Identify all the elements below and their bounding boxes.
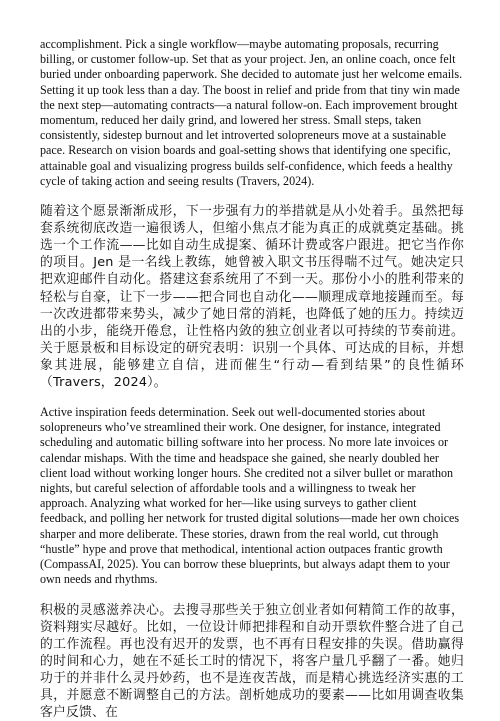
- paragraph-english-1: accomplishment. Pick a single workflow—maybe automating proposals, recurring billing, or customer follow-up. Set that as your project. Jen, an online coach, once felt buried under onboarding paperwork. She decided to automate just her welcome emails. Setting it up took less than a day. The boost in relief and pride from that tiny win made the next step—automating contracts—a natural follow-on. Each improvement brought momentum, reduced her daily grind, and lowered her stress. Small steps, taken consistently, sidestep burnout and let introverted solopreneurs move at a sustainable pace. Research on vision boards and goal-setting shows that identifying one specific, attainable goal and visualizing progress builds self-confidence, which feeds a healthy cycle of taking action and seeing results (Travers, 2024).: [40, 37, 464, 189]
- paragraph-english-2: Active inspiration feeds determination. Seek out well-documented stories about solopreneurs who’ve streamlined their work. One designer, for instance, integrated scheduling and automatic billing software into her process. No more late invoices or calendar mishaps. With the time and headspace she gained, she nearly doubled her client load without working longer hours. She credited not a silver bullet or marathon nights, but careful selection of affordable tools and a willingness to tweak her approach. Analyzing what worked for her—like using surveys to gather client feedback, and polling her network for trusted digital solutions—made her own choices sharper and more deliberate. These stories, drawn from the real world, cut through “hustle” hype and prove that methodical, intentional action outpaces frantic growth (CompassAI, 2025). You can borrow these blueprints, but always adapt them to your own needs and rhythms.: [40, 405, 464, 587]
- paragraph-chinese-2: 积极的灵感滋养决心。去搜寻那些关于独立创业者如何精简工作的故事，资料翔实尽越好。比如，一位设计师把排程和自动开票软件整合进了自己的工作流程。再也没有迟开的发票，也不再有日程安排的失误。借助赢得的时间和心力，她在不延长工时的情况下，将客户量几乎翻了一番。她归功于的并非什么灵丹妙药，也不是连夜苦战，而是精心挑选经济实惠的工具，并愿意不断调整自己的方法。剖析她成功的要素——比如用调查收集客户反馈、在: [40, 602, 464, 721]
- paragraph-chinese-1: 随着这个愿景渐渐成形，下一步强有力的举措就是从小处着手。虽然把每套系统彻底改造一遍很诱人，但缩小焦点才能为真正的成就奠定基础。挑选一个工作流——比如自动生成提案、循环计费或客户跟进。把它当作你的项目。Jen 是一名线上教练，她曾被入职文书压得喘不过气。她决定只把欢迎邮件自动化。搭建这套系统用了不到一天。那份小小的胜利带来的轻松与自豪，让下一步——把合同也自动化——顺理成章地接踵而至。每一次改进都带来势头，减少了她日常的消耗，也降低了她的压力。持续迈出的小步，能绕开倦怠，让性格内敛的独立创业者以可持续的节奏前进。关于愿景板和目标设定的研究表明：识别一个具体、可达成的目标，并想象其进展，能够建立自信，进而催生“行动—看到结果”的良性循环（Travers，2024）。: [40, 203, 464, 391]
- document-page: [40, 37, 464, 721]
